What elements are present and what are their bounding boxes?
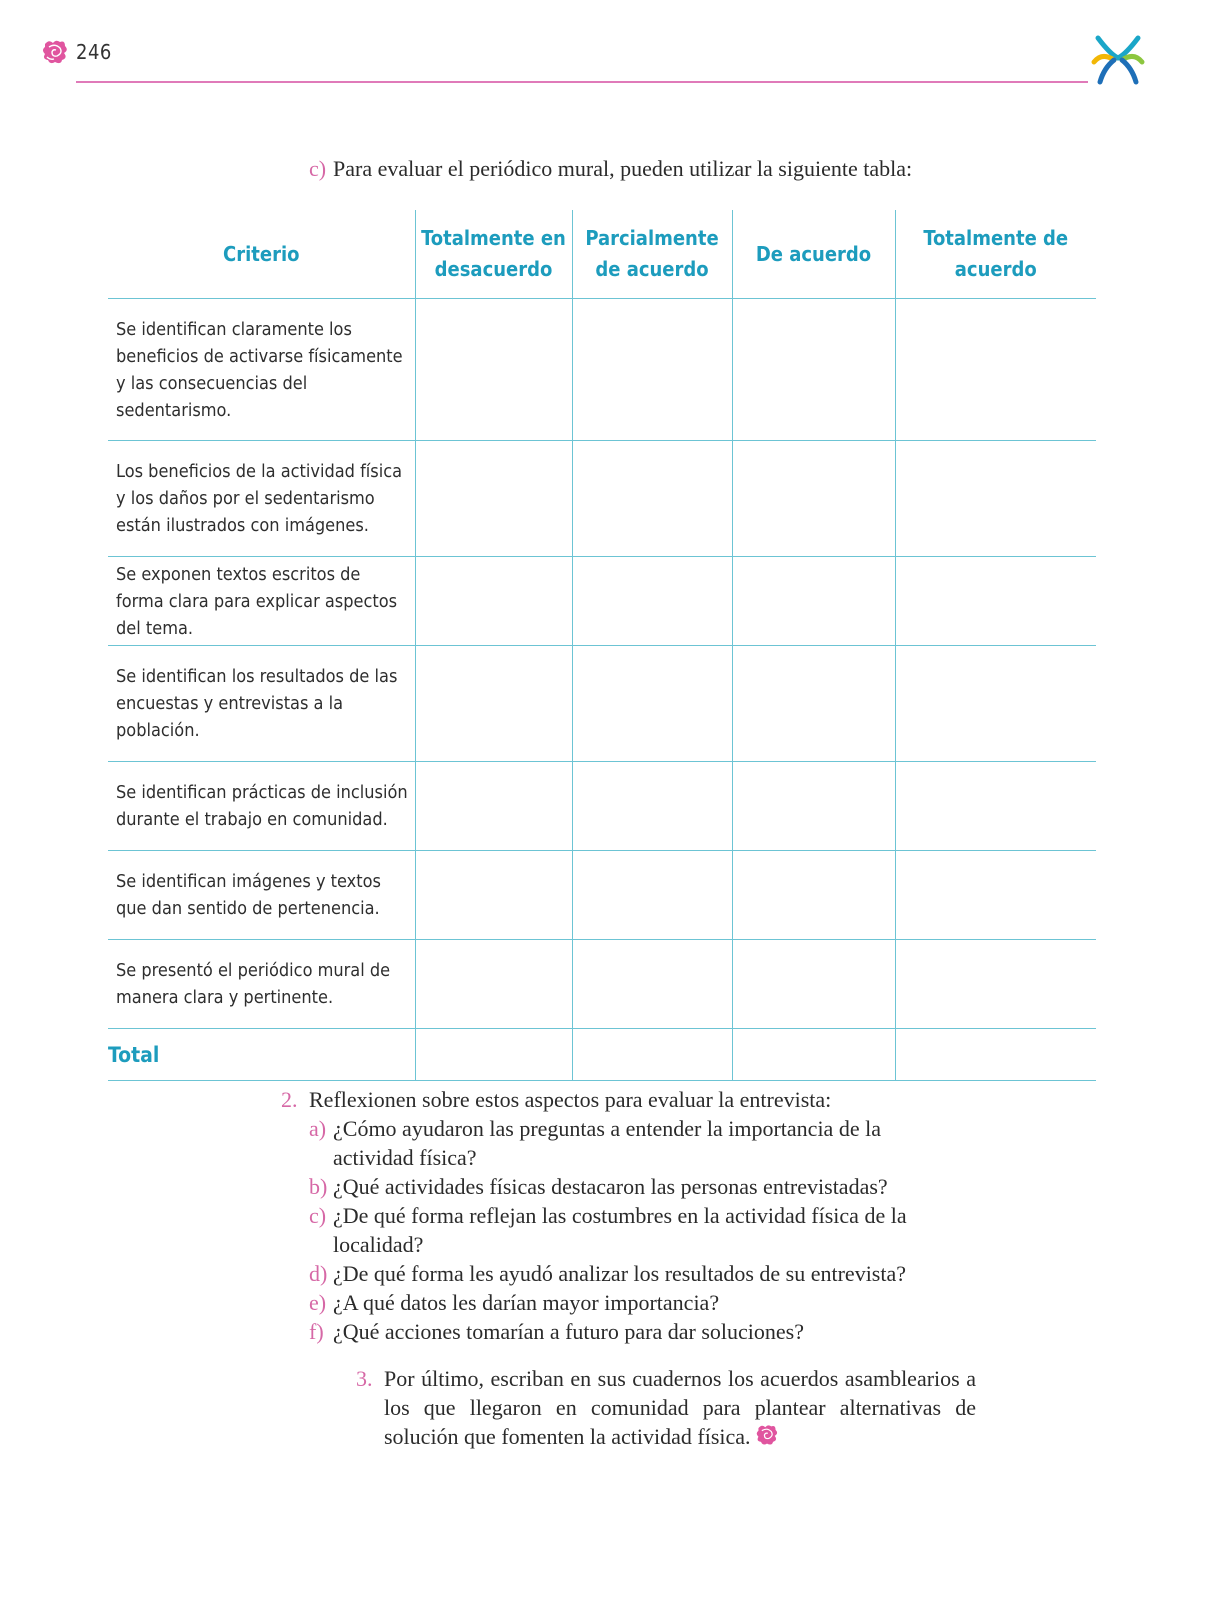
item-letter: e) bbox=[309, 1290, 327, 1315]
table-header-row bbox=[108, 210, 1096, 299]
question-text: Reflexionen sobre estos aspectos para evaluar la entrevista: bbox=[309, 1087, 832, 1112]
header-rule bbox=[76, 81, 1088, 83]
header-criterio: Criterio bbox=[108, 210, 415, 299]
rating-cell[interactable] bbox=[572, 299, 732, 441]
header-totalmente-en-desacuerdo: Totalmente en desacuerdo bbox=[415, 210, 572, 299]
rating-cell[interactable] bbox=[415, 646, 572, 762]
rating-cell[interactable] bbox=[572, 441, 732, 557]
sub-question-text: ¿A qué datos les darían mayor importancia? bbox=[333, 1290, 720, 1315]
total-label: Total bbox=[108, 1029, 415, 1081]
rating-cell[interactable] bbox=[572, 851, 732, 940]
rating-cell[interactable] bbox=[895, 762, 1096, 851]
sub-question-b bbox=[309, 1172, 941, 1201]
criterion-cell: Los beneficios de la actividad física y los daños por el sedentarismo están ilustrados con imágenes. bbox=[108, 441, 415, 557]
total-row bbox=[108, 1029, 1096, 1081]
pink-flower-ornament-icon bbox=[755, 1423, 779, 1447]
question-text: Por último, escriban en sus cuadernos los acuerdos asamblearios a los que llegaron en comunidad para plantear alternativas de solución que fomenten la actividad física. bbox=[384, 1366, 976, 1449]
item-letter: a) bbox=[309, 1116, 327, 1141]
criterion-cell: Se identifican prácticas de inclusión durante el trabajo en comunidad. bbox=[108, 762, 415, 851]
page-number: 246 bbox=[76, 40, 112, 64]
question-3-block bbox=[384, 1364, 976, 1451]
total-cell[interactable] bbox=[572, 1029, 732, 1081]
header-totalmente-de-acuerdo: Totalmente de acuerdo bbox=[895, 210, 1096, 299]
rating-cell[interactable] bbox=[732, 851, 895, 940]
rating-cell[interactable] bbox=[895, 851, 1096, 940]
rating-cell[interactable] bbox=[895, 940, 1096, 1029]
rating-cell[interactable] bbox=[732, 762, 895, 851]
item-letter: b) bbox=[309, 1174, 328, 1199]
pink-flower-ornament-icon bbox=[41, 38, 69, 66]
page-header bbox=[0, 0, 1214, 100]
item-letter: c) bbox=[309, 1203, 327, 1228]
rating-cell[interactable] bbox=[895, 646, 1096, 762]
sub-question-text: ¿Qué acciones tomarían a futuro para dar soluciones? bbox=[333, 1319, 804, 1344]
header-de-acuerdo: De acuerdo bbox=[732, 210, 895, 299]
rating-cell[interactable] bbox=[732, 557, 895, 646]
question-2 bbox=[281, 1085, 941, 1346]
question-3 bbox=[356, 1364, 976, 1451]
sub-question-d bbox=[309, 1259, 941, 1288]
table-row bbox=[108, 646, 1096, 762]
rating-cell[interactable] bbox=[732, 441, 895, 557]
rating-cell[interactable] bbox=[895, 441, 1096, 557]
instruction-text: Para evaluar el periódico mural, pueden utilizar la siguiente tabla: bbox=[333, 156, 913, 181]
total-cell[interactable] bbox=[415, 1029, 572, 1081]
rating-cell[interactable] bbox=[895, 557, 1096, 646]
header-parcialmente-de-acuerdo: Parcialmente de acuerdo bbox=[572, 210, 732, 299]
sub-question-text: ¿De qué forma reflejan las costumbres en la actividad física de la localidad? bbox=[333, 1203, 907, 1257]
criterion-cell: Se exponen textos escritos de forma clara para explicar aspectos del tema. bbox=[108, 557, 415, 646]
item-letter: f) bbox=[309, 1319, 324, 1344]
sub-question-c bbox=[309, 1201, 941, 1259]
table-row bbox=[108, 762, 1096, 851]
item-letter: c) bbox=[309, 156, 327, 181]
question-2-heading bbox=[281, 1085, 941, 1114]
sub-question-f bbox=[309, 1317, 941, 1346]
rating-cell[interactable] bbox=[415, 762, 572, 851]
question-number: 2. bbox=[281, 1087, 298, 1112]
rating-cell[interactable] bbox=[415, 441, 572, 557]
criterion-cell: Se identifican imágenes y textos que dan sentido de pertenencia. bbox=[108, 851, 415, 940]
evaluation-rubric-table bbox=[108, 210, 1096, 1081]
criterion-cell: Se identifican los resultados de las encuestas y entrevistas a la población. bbox=[108, 646, 415, 762]
rating-cell[interactable] bbox=[572, 557, 732, 646]
rating-cell[interactable] bbox=[732, 940, 895, 1029]
sub-question-a bbox=[309, 1114, 941, 1172]
item-letter: d) bbox=[309, 1261, 328, 1286]
table-row bbox=[108, 441, 1096, 557]
criterion-cell: Se identifican claramente los beneficios de activarse físicamente y las consecuencias del sedentarismo. bbox=[108, 299, 415, 441]
rating-cell[interactable] bbox=[572, 762, 732, 851]
rating-cell[interactable] bbox=[415, 940, 572, 1029]
criterion-cell: Se presentó el periódico mural de manera clara y pertinente. bbox=[108, 940, 415, 1029]
sub-question-text: ¿Cómo ayudaron las preguntas a entender la importancia de la actividad física? bbox=[333, 1116, 881, 1170]
total-cell[interactable] bbox=[895, 1029, 1096, 1081]
rating-cell[interactable] bbox=[732, 299, 895, 441]
table-row bbox=[108, 557, 1096, 646]
question-number: 3. bbox=[356, 1366, 373, 1391]
rating-cell[interactable] bbox=[895, 299, 1096, 441]
table-row bbox=[108, 851, 1096, 940]
rating-cell[interactable] bbox=[572, 940, 732, 1029]
table-row bbox=[108, 299, 1096, 441]
table-row bbox=[108, 940, 1096, 1029]
sub-question-e bbox=[309, 1288, 941, 1317]
rating-cell[interactable] bbox=[572, 646, 732, 762]
rating-cell[interactable] bbox=[415, 299, 572, 441]
rating-cell[interactable] bbox=[415, 851, 572, 940]
table-instruction bbox=[309, 156, 912, 182]
sub-question-text: ¿Qué actividades físicas destacaron las personas entrevistadas? bbox=[333, 1174, 888, 1199]
rating-cell[interactable] bbox=[415, 557, 572, 646]
rating-cell[interactable] bbox=[732, 646, 895, 762]
sub-question-text: ¿De qué forma les ayudó analizar los resultados de su entrevista? bbox=[333, 1261, 907, 1286]
total-cell[interactable] bbox=[732, 1029, 895, 1081]
dna-helix-logo-icon bbox=[1090, 32, 1146, 88]
